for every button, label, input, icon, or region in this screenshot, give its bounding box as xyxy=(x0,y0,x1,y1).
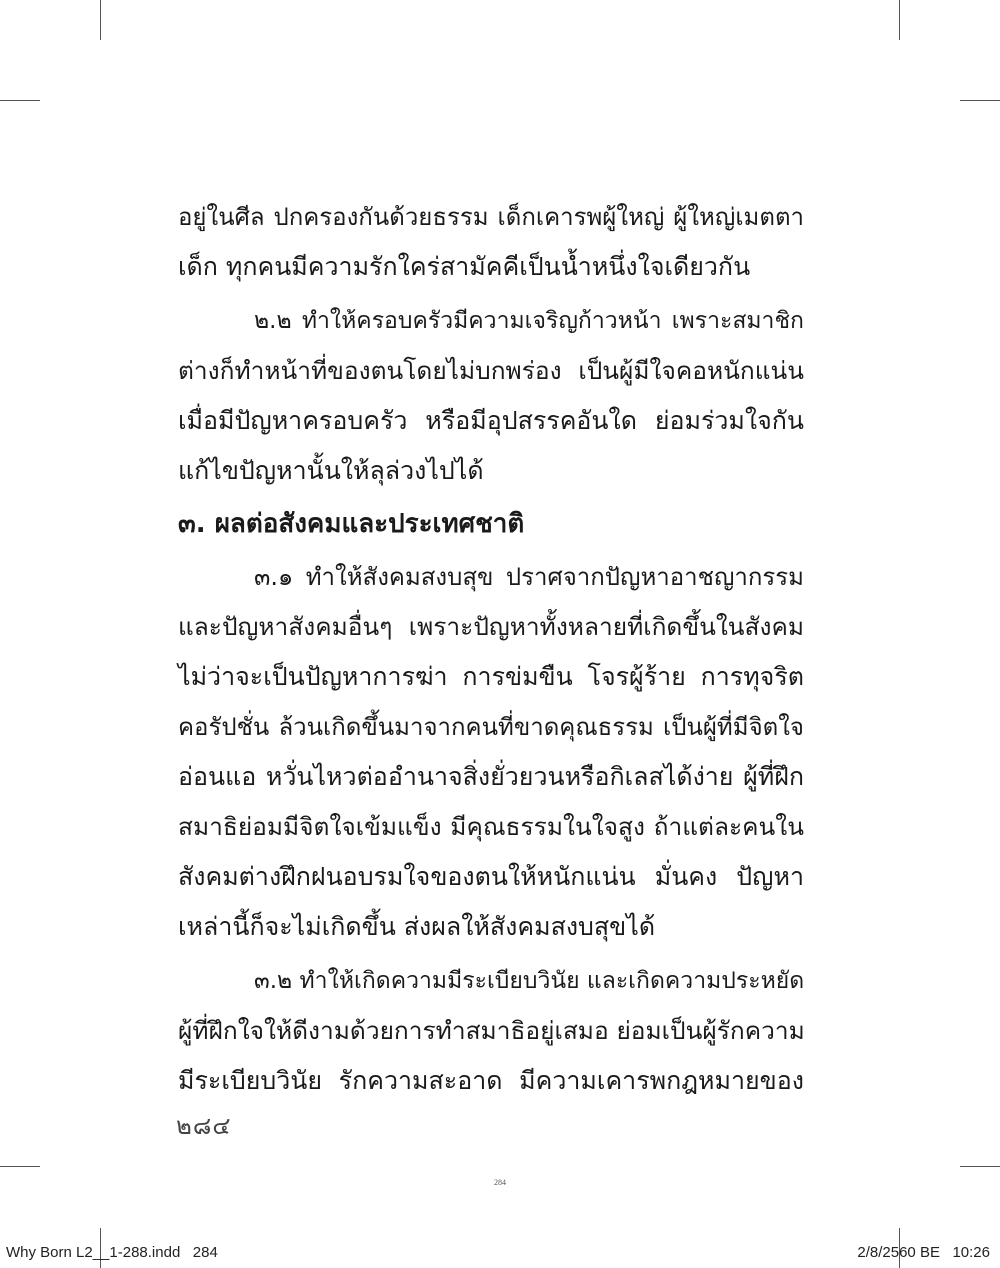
text-line: มีระเบียบวินัย รักความสะอาด มีความเคารพกฎหมายของ xyxy=(178,1066,804,1095)
text-line: ต่างก็ทำหน้าที่ของตนโดยไม่บกพร่อง เป็นผู้มีใจคอหนักแน่น xyxy=(178,356,804,385)
page-body xyxy=(178,192,804,1106)
text-line: ๓.๒ ทำให้เกิดความมีระเบียบวินัย และเกิดความประหยัด xyxy=(254,968,805,994)
text-line: ๒.๒ ทำให้ครอบครัวมีความเจริญก้าวหน้า เพราะสมาชิก xyxy=(254,308,804,334)
paragraph-continuation xyxy=(178,192,804,292)
text-line: และปัญหาสังคมอื่นๆ เพราะปัญหาทั้งหลายที่เกิดขึ้นในสังคม xyxy=(178,612,804,641)
text-line: สมาธิย่อมมีจิตใจเข้มแข็ง มีคุณธรรมในใจสูง ถ้าแต่ละคนใน xyxy=(178,812,804,841)
slug-file-info: Why Born L2__1-288.indd 284 xyxy=(6,1244,218,1261)
section-heading: ๓. ผลต่อสังคมและประเทศชาติ xyxy=(178,509,525,539)
paragraph-2-2 xyxy=(178,296,804,496)
text-line: ไม่ว่าจะเป็นปัญหาการฆ่า การข่มขืน โจรผู้ร้าย การทุจริต xyxy=(178,662,804,691)
crop-mark-bottom-right-horizontal xyxy=(960,1166,1000,1167)
crop-mark-top-left-horizontal xyxy=(0,100,40,101)
crop-mark-bottom-left-horizontal xyxy=(0,1166,40,1167)
text-line: อ่อนแอ หวั่นไหวต่ออำนาจสิ่งยั่วยวนหรือกิเลสได้ง่าย ผู้ที่ฝึก xyxy=(178,762,804,791)
paragraph-3-2 xyxy=(178,956,804,1106)
crop-mark-top-right-horizontal xyxy=(960,100,1000,101)
crop-mark-top-right-vertical xyxy=(899,0,900,40)
slug-date-time: 2/8/2560 BE 10:26 xyxy=(857,1244,990,1261)
text-line: ๓.๑ ทำให้สังคมสงบสุข ปราศจากปัญหาอาชญากรรม xyxy=(254,563,804,591)
paragraph-3-1 xyxy=(178,552,804,952)
page-number: ๒๘๔ xyxy=(176,1112,232,1140)
text-line: อยู่ในศีล ปกครองกันด้วยธรรม เด็กเคารพผู้ใหญ่ ผู้ใหญ่เมตตา xyxy=(178,203,804,231)
center-folio: 284 xyxy=(494,1178,506,1187)
crop-mark-top-left-vertical xyxy=(100,0,101,40)
text-line: คอรัปชั่น ล้วนเกิดขึ้นมาจากคนที่ขาดคุณธรรม เป็นผู้ที่มีจิตใจ xyxy=(178,713,804,741)
text-line: เมื่อมีปัญหาครอบครัว หรือมีอุปสรรคอันใด ย่อมร่วมใจกัน xyxy=(178,406,804,435)
text-line: เหล่านี้ก็จะไม่เกิดขึ้น ส่งผลให้สังคมสงบสุขได้ xyxy=(178,912,656,941)
text-line: แก้ไขปัญหานั้นให้ลุล่วงไปได้ xyxy=(178,456,484,485)
text-line: เด็ก ทุกคนมีความรักใคร่สามัคคีเป็นน้ำหนึ่งใจเดียวกัน xyxy=(178,252,751,281)
text-line: ผู้ที่ฝึกใจให้ดีงามด้วยการทำสมาธิอยู่เสมอ ย่อมเป็นผู้รักความ xyxy=(178,1016,805,1045)
text-line: สังคมต่างฝึกฝนอบรมใจของตนให้หนักแน่น มั่นคง ปัญหา xyxy=(178,862,804,891)
